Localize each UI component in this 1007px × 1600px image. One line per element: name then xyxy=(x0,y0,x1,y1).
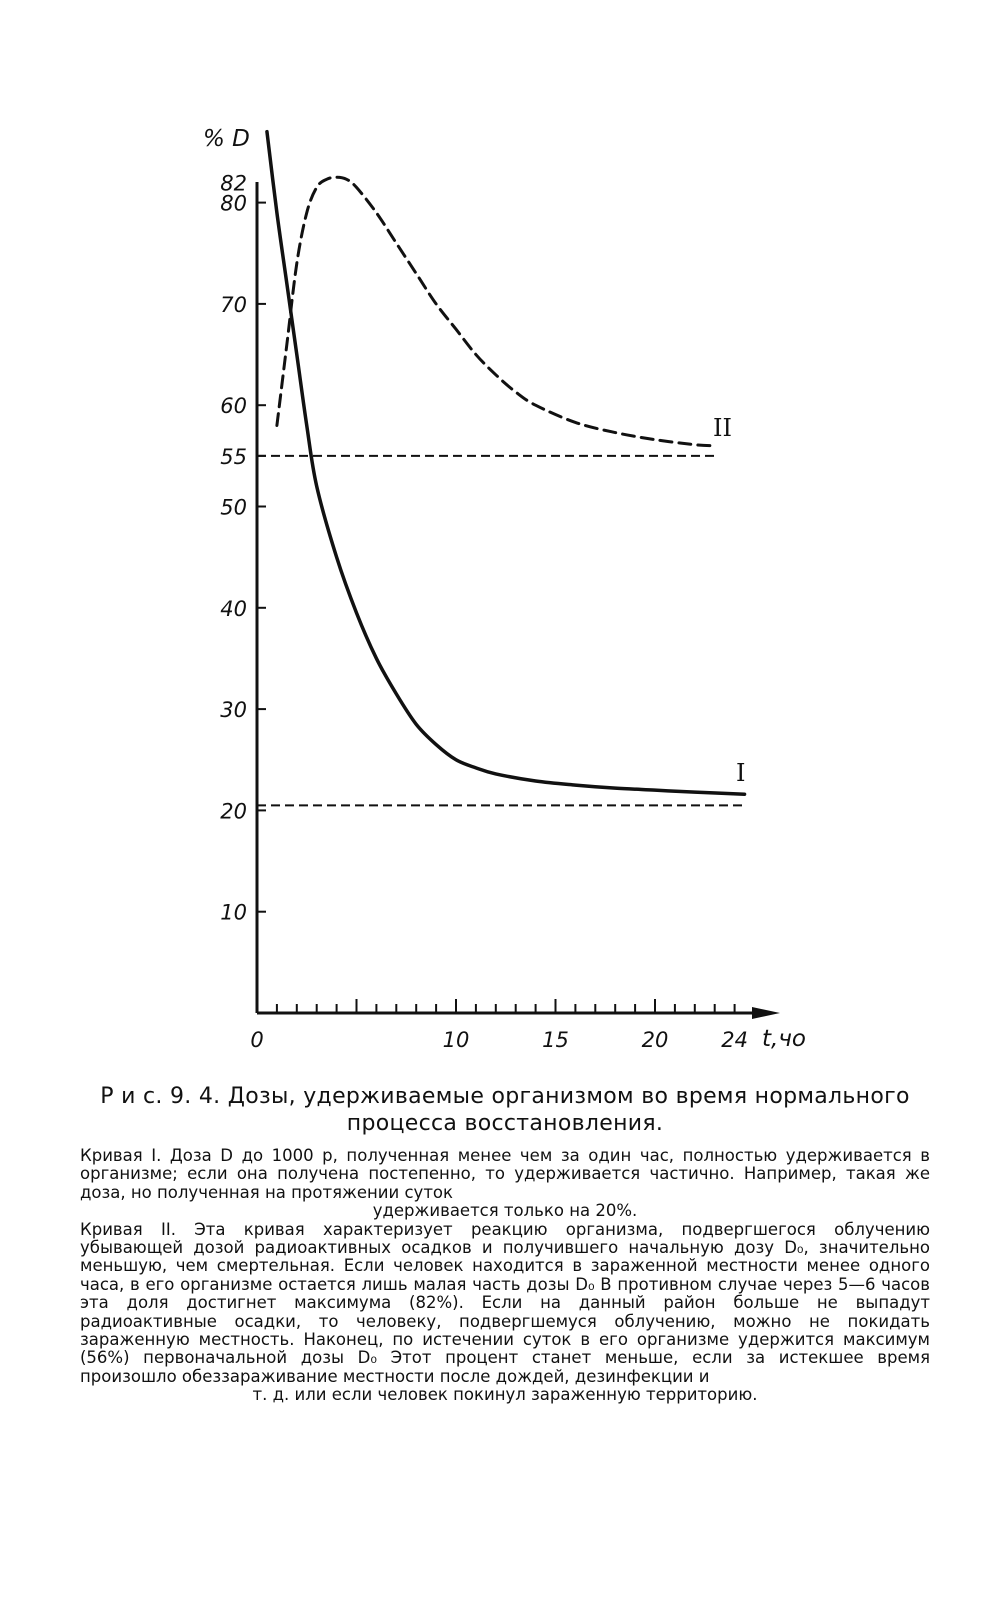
y-tick-label: 50 xyxy=(220,495,247,520)
reference-lines xyxy=(257,456,745,805)
tick-labels xyxy=(220,171,748,1052)
y-tick-label: 60 xyxy=(220,394,247,419)
x-tick-label: 0 xyxy=(250,1028,264,1052)
series-curve-ii xyxy=(277,177,715,445)
caption-line-1: Р и с. 9. 4. Дозы, удерживаемые организмом во время нормального xyxy=(100,1084,910,1109)
y-tick-label: 82 xyxy=(220,171,247,196)
y-tick-label: 70 xyxy=(220,292,247,317)
y-tick-label: 10 xyxy=(220,900,247,925)
figure-notes xyxy=(80,1147,930,1405)
y-tick-label: 40 xyxy=(220,596,247,621)
x-axis-arrow xyxy=(752,1007,780,1019)
note-curve-ii-end: т. д. или если человек покинул зараженную территорию. xyxy=(252,1385,758,1405)
y-tick-label: 55 xyxy=(220,444,247,469)
series-curve-i xyxy=(267,132,745,795)
x-tick-label: 24 xyxy=(721,1028,748,1052)
curve-label-ii: II xyxy=(713,414,732,442)
caption-line-2: процесса восстановления. xyxy=(346,1111,664,1136)
figure-caption xyxy=(80,1083,930,1137)
y-tick-label: 30 xyxy=(220,698,247,723)
x-axis-label: t,чо xyxy=(762,1026,806,1052)
curve-label-i: I xyxy=(736,759,746,787)
note-curve-i-end: удерживается только на 20%. xyxy=(372,1201,638,1221)
note-curve-ii: Кривая II. Эта кривая характеризует реакцию организма, подвергшегося облучению убывающей дозой радиоактивных осадков и получившего начальную дозу D₀, значительно меньшую, чем смертельная. Если человек находится в зараженной местности менее одного часа, в его организме остается лишь малая часть дозы D₀ В противном случае через 5—6 часов эта доля достигнет максимума (82%). Если на данный район больше не выпадут радиоактивные осадки, то человеку, подвергшемуся облучению, можно не покидать зараженную местность. Наконец, по истечении суток в его организме удержится максимум (56%) первоначальной дозы D₀ Этот процент станет меньше, если за истекшее время произошло обеззараживание местности после дождей, дезинфекции и xyxy=(80,1219,930,1386)
x-tick-label: 20 xyxy=(641,1028,669,1052)
axes xyxy=(257,182,780,1019)
x-tick-label: 10 xyxy=(442,1028,470,1052)
note-curve-i: Кривая I. Доза D до 1000 р, полученная менее чем за один час, полностью удерживается в организме; если она получена постепенно, то удерживается частично. Например, такая же доза, но полученная на протяжении суток xyxy=(80,1146,930,1202)
y-tick-label: 20 xyxy=(220,799,247,824)
series-group xyxy=(267,132,745,795)
y-tick-label: 80 xyxy=(220,191,247,216)
x-tick-label: 15 xyxy=(542,1028,569,1052)
y-axis-label: % D xyxy=(203,126,250,152)
